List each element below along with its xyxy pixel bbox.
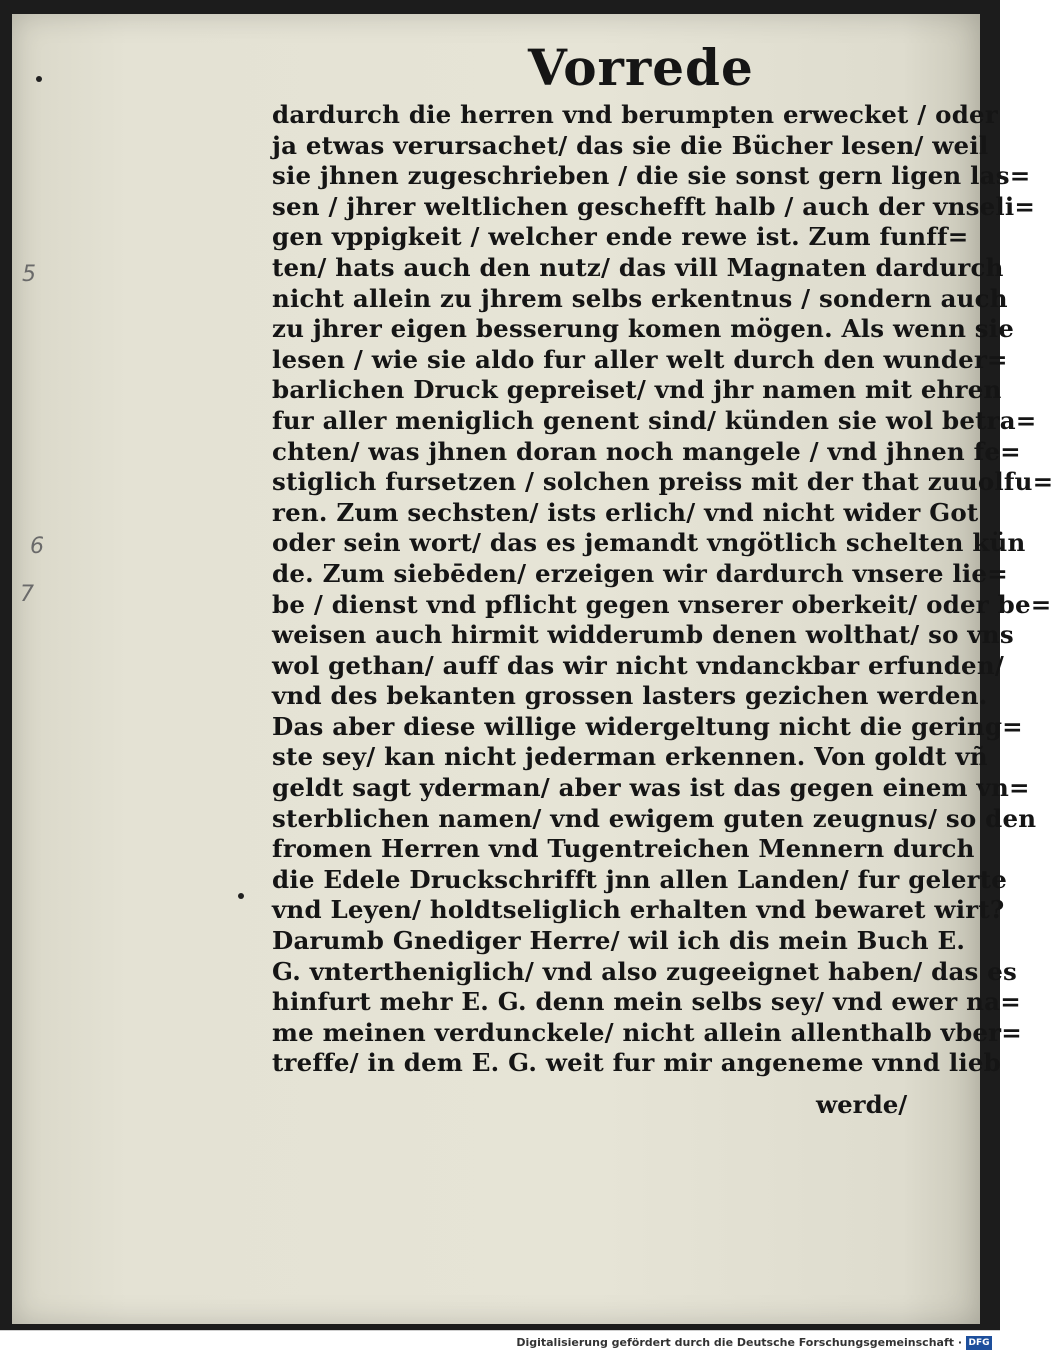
text-line: ten/ hats auch den nutz/ das vill Magnaten dardurch (272, 252, 1004, 282)
text-line: de. Zum siebēden/ erzeigen wir dardurch vnsere lie= (272, 558, 1008, 588)
footer-credit: Digitalisierung gefördert durch die Deutsche Forschungsgemeinschaft · (516, 1336, 962, 1349)
margin-mark: 7 (20, 582, 34, 607)
text-line: vnd Leyen/ holdtseliglich erhalten vnd bewaret wirt? (272, 895, 1005, 925)
text-line: Das aber diese willige widergeltung nicht die gering= (272, 711, 1023, 741)
margin-mark: 6 (30, 534, 44, 559)
text-line: geldt sagt yderman/ aber was ist das gegen einem vn= (272, 773, 1030, 803)
text-line: oder sein wort/ das es jemandt vngötlich schelten kün (272, 528, 1026, 558)
text-line: ja etwas verursachet/ das sie die Bücher lesen/ weil (272, 130, 989, 160)
text-line: chten/ was jhnen doran noch mangele / vnd jhnen fe= (272, 436, 1021, 466)
text-line: ste sey/ kan nicht jederman erkennen. Von goldt vñ (272, 742, 988, 772)
running-title: Vorrede (528, 38, 754, 97)
text-line: weisen auch hirmit widderumb denen wolthat/ so vns (272, 620, 1014, 650)
margin-mark: 5 (22, 262, 36, 287)
text-line: sterblichen namen/ vnd ewigem guten zeugnus/ so den (272, 803, 1037, 833)
text-line: Darumb Gnediger Herre/ wil ich dis mein Buch E. (272, 926, 966, 956)
text-line: ren. Zum sechsten/ ists erlich/ vnd nicht wider Got (272, 497, 979, 527)
text-line: me meinen verdunckele/ nicht allein allenthalb vber= (272, 1017, 1023, 1047)
text-line: lesen / wie sie aldo fur aller welt durch den wunder= (272, 344, 1008, 374)
dfg-logo[interactable]: DFG (966, 1336, 992, 1350)
text-line: gen vppigkeit / welcher ende rewe ist. Zum funff= (272, 222, 969, 252)
text-line: be / dienst vnd pflicht gegen vnserer oberkeit/ oder be= (272, 589, 1052, 619)
text-line: dardurch die herren vnd berumpten erwecket / oder (272, 100, 998, 129)
text-line: stiglich fursetzen / solchen preiss mit der that zuuolfu= (272, 467, 1053, 497)
text-line: sie jhnen zugeschrieben / die sie sonst gern ligen las= (272, 161, 1031, 191)
text-line: fromen Herren vnd Tugentreichen Mennern durch (272, 834, 975, 864)
margin-dot (36, 76, 42, 82)
text-line: wol gethan/ auff das wir nicht vndanckbar erfunden/ (272, 650, 1004, 680)
text-line: fur aller meniglich genent sind/ künden sie wol betra= (272, 405, 1037, 435)
catchword: werde/ (816, 1090, 908, 1119)
text-line: sen / jhrer weltlichen geschefft halb / auch der vnseli= (272, 191, 1036, 221)
margin-dot (238, 893, 244, 899)
text-line: nicht allein zu jhrem selbs erkentnus / sondern auch (272, 283, 1008, 313)
text-line: hinfurt mehr E. G. denn mein selbs sey/ vnd ewer na= (272, 987, 1021, 1017)
footer-bar (0, 1330, 1000, 1356)
text-line: vnd des bekanten grossen lasters gezichen werden. (272, 681, 988, 711)
text-line: barlichen Druck gepreiset/ vnd jhr namen mit ehren (272, 375, 1002, 405)
text-line: zu jhrer eigen besserung komen mögen. Als wenn sie (272, 314, 1015, 344)
text-line: treffe/ in dem E. G. weit fur mir angeneme vnnd lieb (272, 1048, 1002, 1078)
body-text (272, 100, 1053, 1079)
text-line: die Edele Druckschrifft jnn allen Landen/ fur gelerte (272, 864, 1008, 894)
text-line: G. vntertheniglich/ vnd also zugeeignet haben/ das es (272, 956, 1018, 986)
